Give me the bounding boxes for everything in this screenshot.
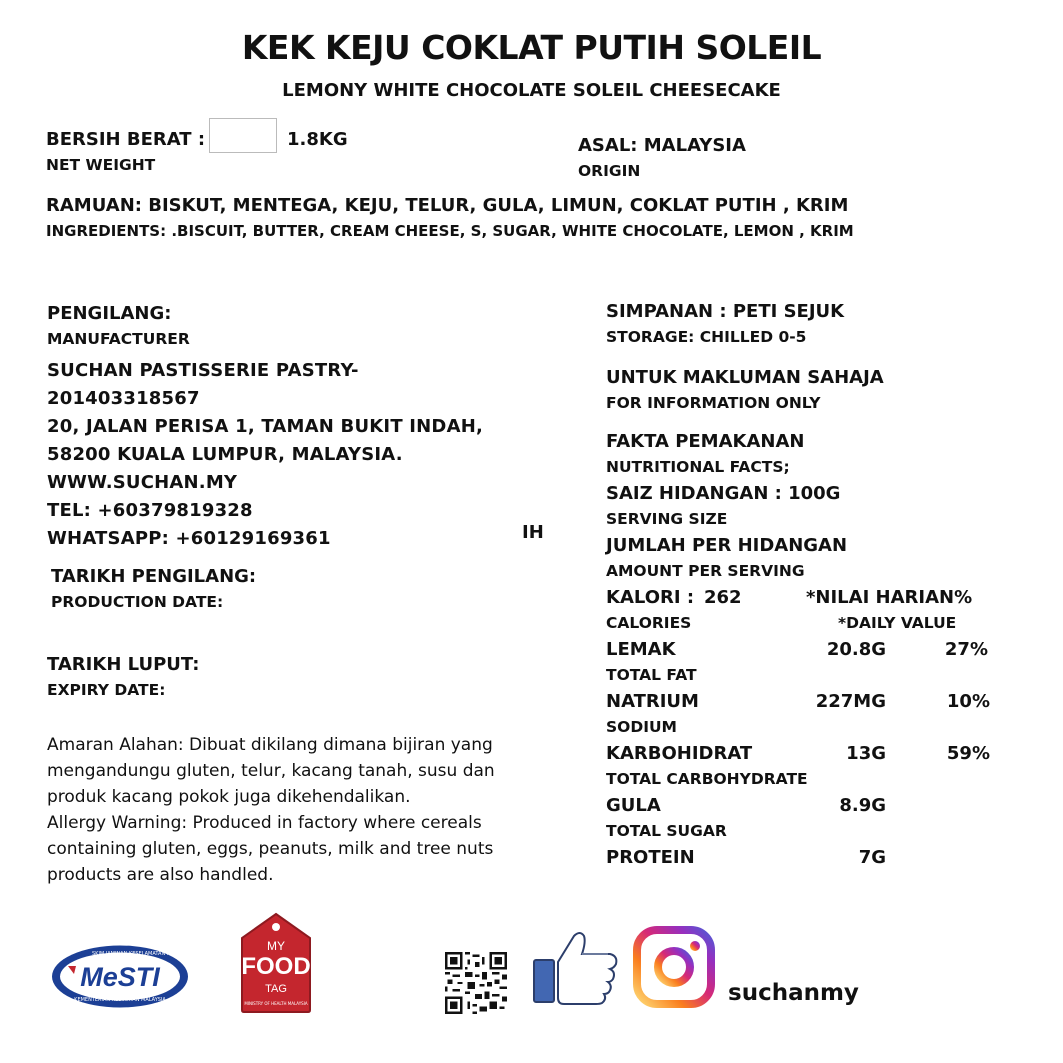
nutrition-sub: NUTRITIONAL FACTS; <box>606 458 790 476</box>
nutrient-sub: SODIUM <box>606 718 677 736</box>
qr-code[interactable] <box>445 952 507 1014</box>
foodtag-line2: FOOD <box>241 953 311 980</box>
allergy-warning-malay: Amaran Alahan: Dibuat dikilang dimana bijiran yang mengandungu gluten, telur, kacang tanah, susu dan produk kacang pokok juga dikehendalikan. <box>47 735 495 807</box>
nutrient-amount: 227MG <box>815 691 886 712</box>
website-line: WWW.SUCHAN.MY <box>47 472 238 493</box>
foodtag-line3: TAG <box>265 983 287 995</box>
product-title: KEK KEJU COKLAT PUTIH SOLEIL <box>241 28 822 67</box>
product-subtitle: LEMONY WHITE CHOCOLATE SOLEIL CHEESECAKE <box>282 80 781 101</box>
daily-value-sub: *DAILY VALUE <box>838 614 957 632</box>
weight-box <box>209 118 277 153</box>
storage-label: SIMPANAN : PETI SEJUK <box>606 301 845 322</box>
my-food-tag-logo <box>240 912 312 1014</box>
ingredients-sub: INGREDIENTS: .BISCUIT, BUTTER, CREAM CHEESE, S, SUGAR, WHITE CHOCOLATE, LEMON , KRIM <box>46 222 854 240</box>
nutrient-amount: 7G <box>858 847 886 868</box>
stray-text: IH <box>522 522 544 543</box>
nutrient-name: NATRIUM <box>606 691 699 712</box>
nutrient-amount: 8.9G <box>839 795 886 816</box>
mesti-text: MeSTI <box>80 962 160 992</box>
serving-size-label: SAIZ HIDANGAN : 100G <box>606 483 841 504</box>
nutrient-amount: 20.8G <box>826 639 886 660</box>
allergy-warning <box>47 732 517 888</box>
nutrient-daily-value: 10% <box>946 691 990 712</box>
instagram-icon[interactable] <box>633 926 715 1008</box>
mesti-top-text: SKIM JAMINAN KESELAMATAN MAKANAN <box>92 951 190 957</box>
net-weight-value: 1.8KG <box>287 129 348 150</box>
foodtag-line1: MY <box>267 939 285 953</box>
nutrient-amount: 13G <box>846 743 886 764</box>
nutrient-name: GULA <box>606 795 661 816</box>
nutrient-name: KARBOHIDRAT <box>606 743 753 764</box>
production-date-sub: PRODUCTION DATE: <box>51 593 224 611</box>
daily-value-label: *NILAI HARIAN% <box>806 587 973 608</box>
facebook-like-icon[interactable] <box>530 928 620 1008</box>
production-date-label: TARIKH PENGILANG: <box>51 566 257 587</box>
amount-per-serving-label: JUMLAH PER HIDANGAN <box>606 535 848 556</box>
storage-sub: STORAGE: CHILLED 0-5 <box>606 328 807 346</box>
address-line: 58200 KUALA LUMPUR, MALAYSIA. <box>47 444 403 465</box>
address-line: 201403318567 <box>47 388 200 409</box>
calories-sub: CALORIES <box>606 614 692 632</box>
amount-per-serving-sub: AMOUNT PER SERVING <box>606 562 805 580</box>
phone-line: TEL: +60379819328 <box>47 500 253 521</box>
nutrient-sub: TOTAL CARBOHYDRATE <box>606 770 808 788</box>
manufacturer-sub: MANUFACTURER <box>47 330 190 348</box>
manufacturer-label: PENGILANG: <box>47 303 172 324</box>
nutrient-daily-value: 59% <box>946 743 990 764</box>
nutrient-sub: TOTAL SUGAR <box>606 822 727 840</box>
nutrient-name: PROTEIN <box>606 847 695 868</box>
nutrient-sub: TOTAL FAT <box>606 666 697 684</box>
nutrient-name: LEMAK <box>606 639 676 660</box>
allergy-warning-english: Allergy Warning: Produced in factory where cereals containing gluten, eggs, peanuts, milk and tree nuts products are also handled. <box>47 813 494 885</box>
origin-label: ASAL: MALAYSIA <box>578 135 746 156</box>
foodtag-small-text: MINISTRY OF HEALTH MALAYSIA <box>244 1001 308 1006</box>
whatsapp-line: WHATSAPP: +60129169361 <box>47 528 331 549</box>
expiry-date-label: TARIKH LUPUT: <box>47 654 200 675</box>
origin-sub: ORIGIN <box>578 162 641 180</box>
ingredients-label: RAMUAN: BISKUT, MENTEGA, KEJU, TELUR, GULA, LIMUN, COKLAT PUTIH , KRIM <box>46 195 849 216</box>
expiry-date-sub: EXPIRY DATE: <box>47 681 166 699</box>
manufacturer-address <box>47 357 483 553</box>
info-sub: FOR INFORMATION ONLY <box>606 394 821 412</box>
mesti-bottom-text: KEMENTERIAN KESIHATAN MALAYSIA <box>74 997 166 1003</box>
social-handle[interactable]: suchanmy <box>728 980 859 1006</box>
net-weight-label: BERSIH BERAT : <box>46 129 206 150</box>
calories-label: KALORI : <box>606 587 695 608</box>
net-weight-sub: NET WEIGHT <box>46 156 156 174</box>
address-line: 20, JALAN PERISA 1, TAMAN BUKIT INDAH, <box>47 416 483 437</box>
address-line: SUCHAN PASTISSERIE PASTRY- <box>47 360 359 381</box>
calories-value: 262 <box>704 587 742 608</box>
nutrition-title: FAKTA PEMAKANAN <box>606 431 805 452</box>
serving-size-sub: SERVING SIZE <box>606 510 728 528</box>
nutrient-daily-value: 27% <box>944 639 988 660</box>
mesti-logo <box>50 944 190 1009</box>
info-label: UNTUK MAKLUMAN SAHAJA <box>606 367 884 388</box>
